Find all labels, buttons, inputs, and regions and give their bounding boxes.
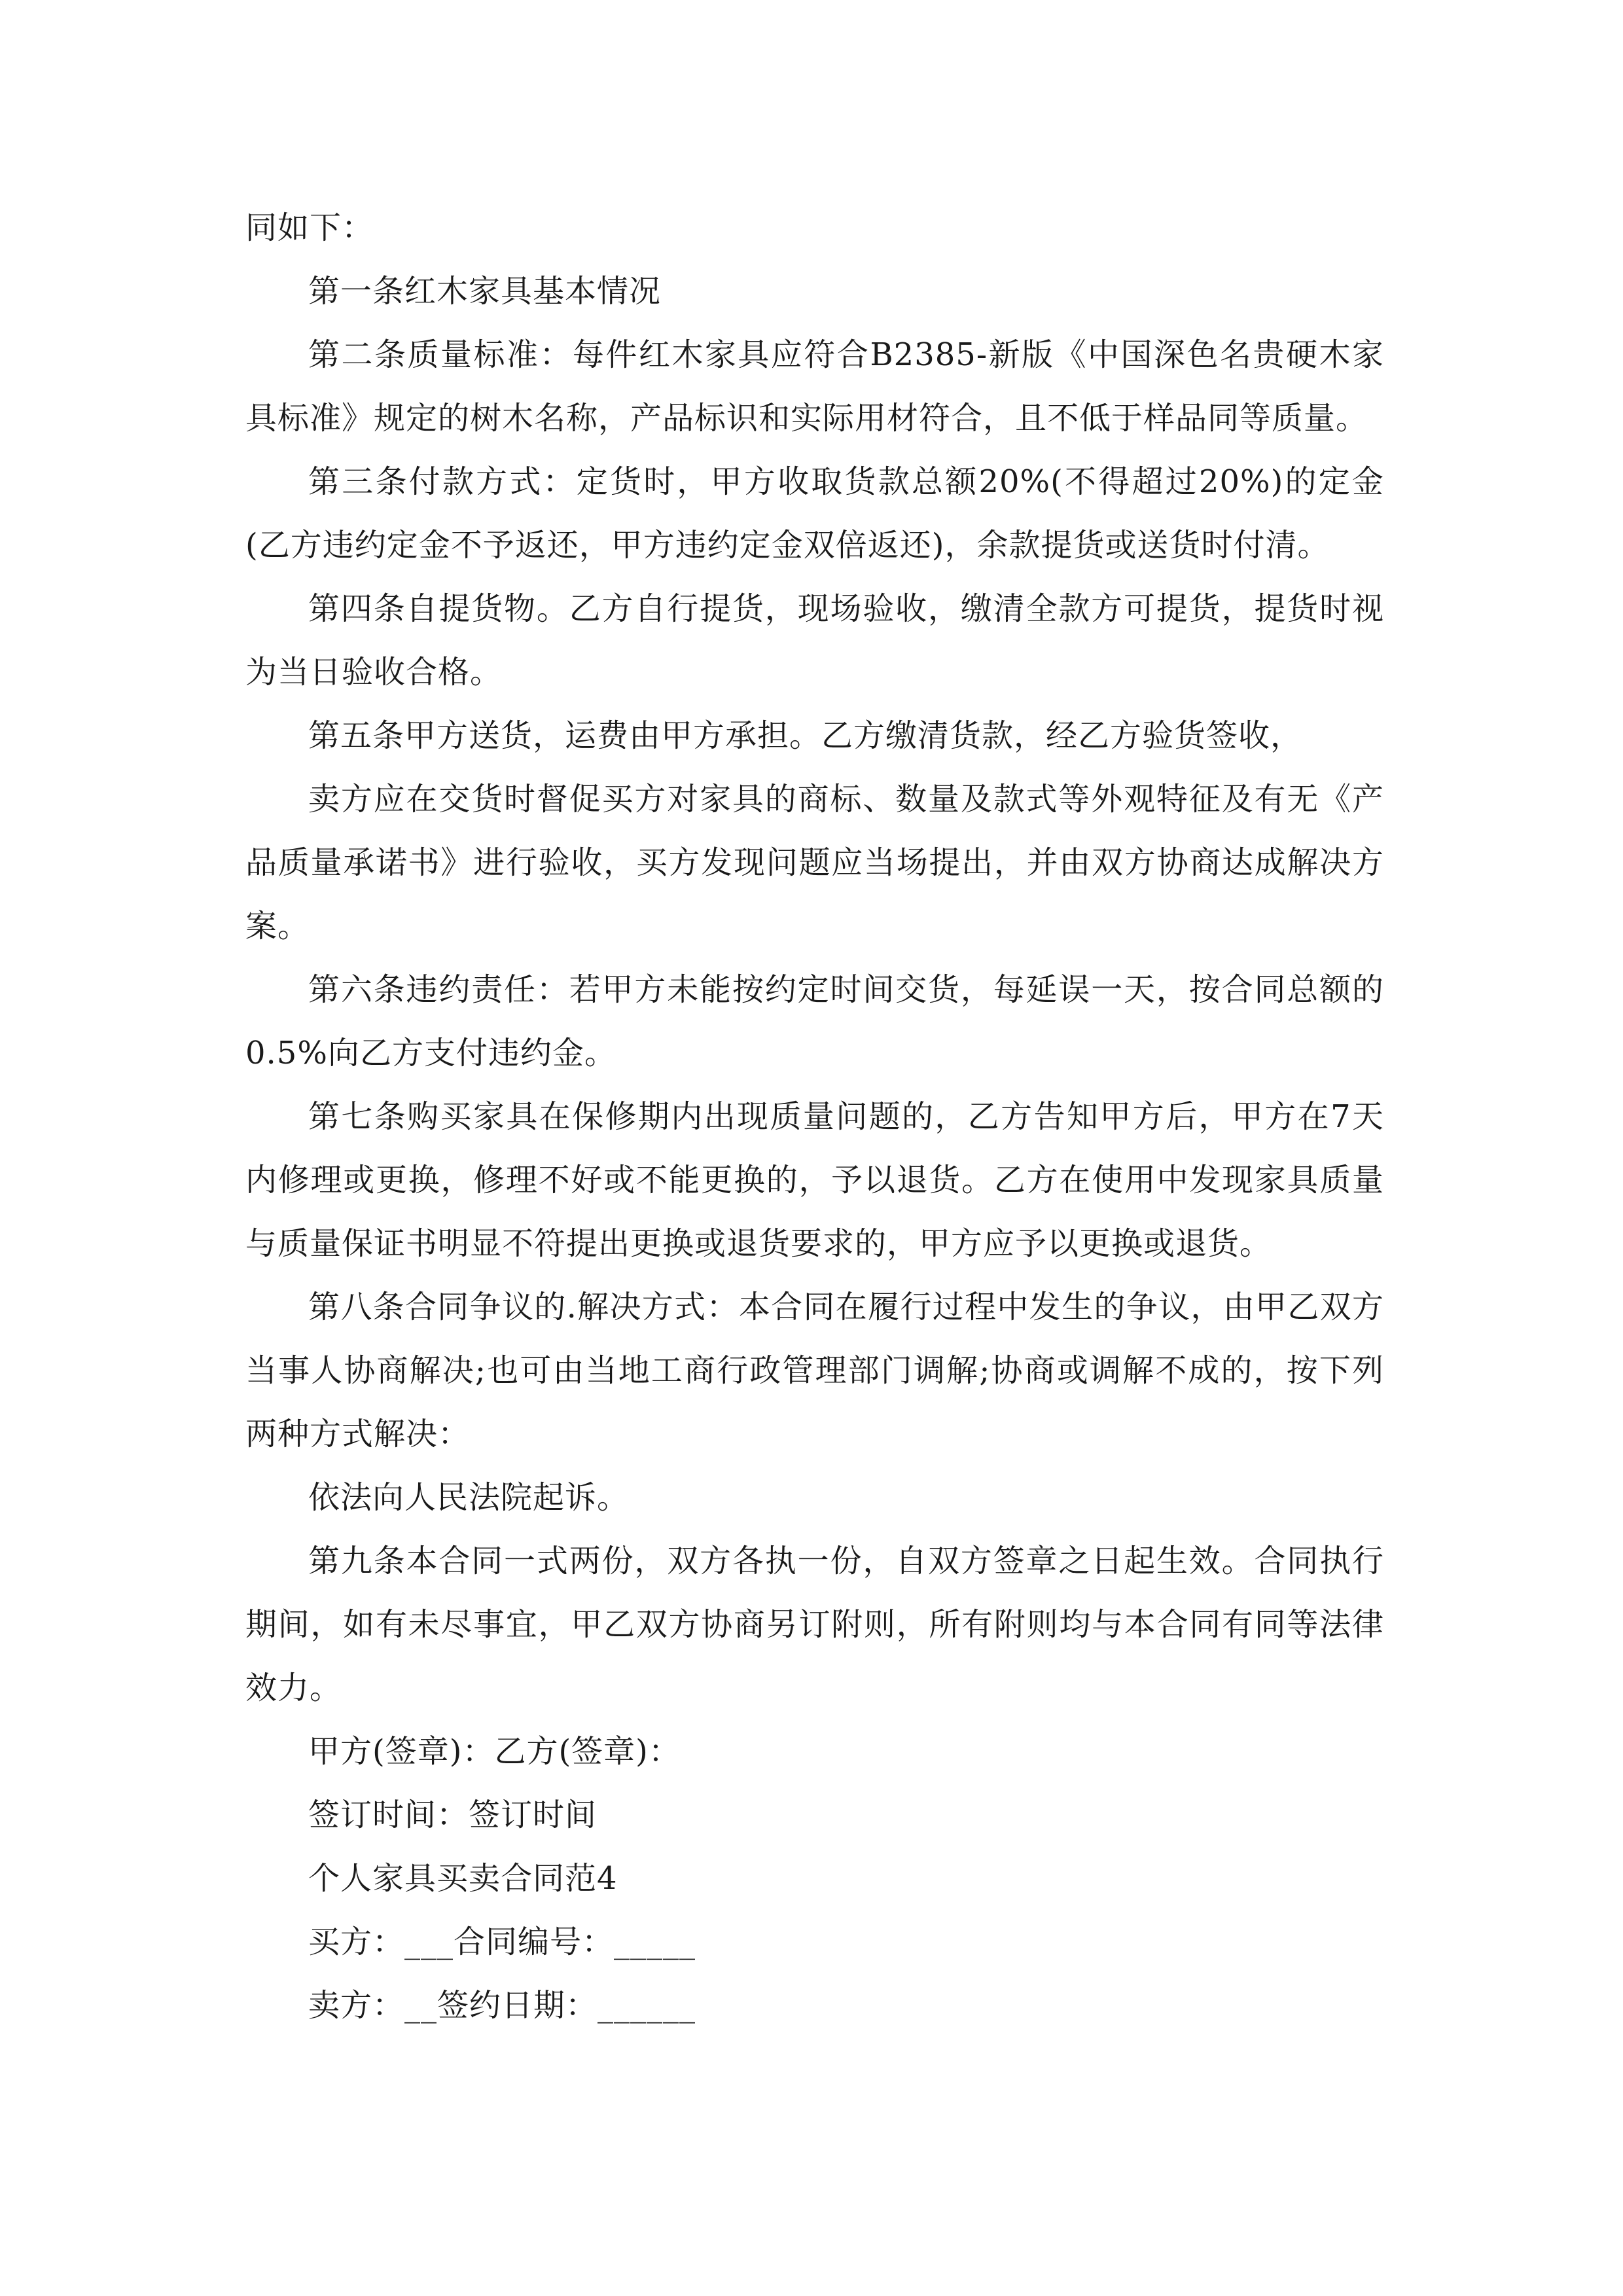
clause-5-delivery: 第五条甲方送货，运费由甲方承担。乙方缴清货款，经乙方验货签收， [308,717,1303,754]
signature-line: 甲方(签章)：乙方(签章)： [308,1733,681,1770]
clause-1-heading: 第一条红木家具基本情况 [308,273,662,310]
seller-signing-date-line: 卖方：__签约日期：______ [308,1987,696,2024]
clause-6-liability: 第六条违约责任：若甲方未能按约定时间交货，每延误一天，按合同总额的0.5%向乙方支付违约金。 [245,971,1384,1071]
clause-2-quality: 第二条质量标准：每件红木家具应符合B2385-新版《中国深色名贵硬木家具标准》规定的树木名称，产品标识和实际用材符合，且不低于样品同等质量。 [245,336,1384,437]
contract-body [245,196,1384,2037]
next-contract-title: 个人家具买卖合同范4 [308,1860,618,1897]
buyer-contract-number-line: 买方：___合同编号：_____ [308,1924,696,1960]
clause-3-payment: 第三条付款方式：定货时，甲方收取货款总额20%(不得超过20%)的定金(乙方违约定金不予返还，甲方违约定金双倍返还)，余款提货或送货时付清。 [245,463,1384,564]
clause-8-dispute: 第八条合同争议的.解决方式：本合同在履行过程中发生的争议，由甲乙双方当事人协商解决;也可由当地工商行政管理部门调解;协商或调解不成的，按下列两种方式解决： [245,1289,1384,1452]
clause-7-warranty: 第七条购买家具在保修期内出现质量问题的，乙方告知甲方后，甲方在7天内修理或更换，修理不好或不能更换的，予以退货。乙方在使用中发现家具质量与质量保证书明显不符提出更换或退货要求的，甲方应予以更换或退货。 [245,1098,1384,1262]
clause-9-effect: 第九条本合同一式两份，双方各执一份，自双方签章之日起生效。合同执行期间，如有未尽事宜，甲乙双方协商另订附则，所有附则均与本合同有同等法律效力。 [245,1543,1384,1706]
clause-8-lawsuit: 依法向人民法院起诉。 [308,1479,630,1516]
signing-date-line: 签订时间：签订时间 [308,1797,597,1833]
clause-5-inspection: 卖方应在交货时督促买方对家具的商标、数量及款式等外观特征及有无《产品质量承诺书》进行验收，买方发现问题应当场提出，并由双方协商达成解决方案。 [245,781,1384,944]
paragraph-intro: 同如下： [245,209,374,246]
clause-4-pickup: 第四条自提货物。乙方自行提货，现场验收，缴清全款方可提货，提货时视为当日验收合格。 [245,590,1384,691]
